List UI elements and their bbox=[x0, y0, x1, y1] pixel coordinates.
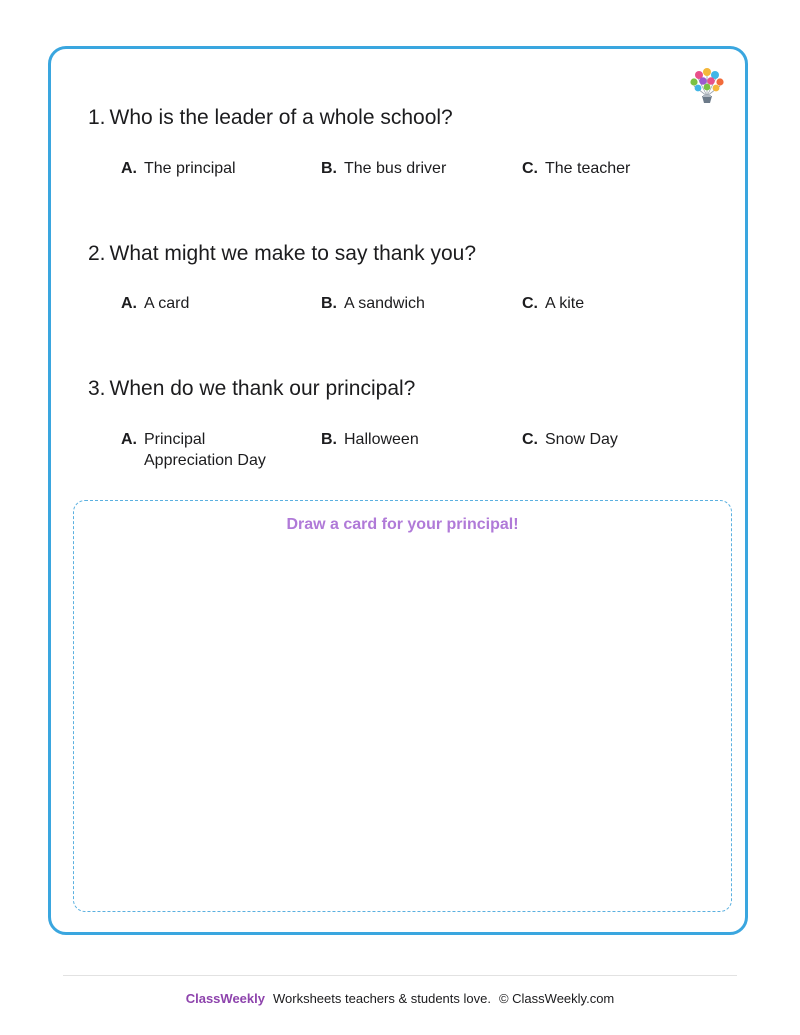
option-text: Halloween bbox=[344, 431, 419, 448]
option-text: Principal Appreciation Day bbox=[144, 431, 266, 469]
question-number: 3. bbox=[88, 377, 106, 400]
question-2 bbox=[88, 241, 476, 267]
footer-divider bbox=[63, 975, 737, 976]
question-3-option-b[interactable] bbox=[321, 429, 501, 450]
option-letter: B. bbox=[321, 160, 337, 177]
footer-brand: ClassWeekly bbox=[185, 991, 265, 1006]
option-letter: C. bbox=[522, 295, 538, 312]
drawing-area[interactable] bbox=[73, 500, 732, 912]
option-text: The principal bbox=[144, 160, 236, 177]
question-3 bbox=[88, 376, 415, 402]
option-text: A card bbox=[144, 295, 190, 312]
option-text: A kite bbox=[545, 295, 585, 312]
option-letter: B. bbox=[321, 431, 337, 448]
question-1-option-c[interactable] bbox=[522, 158, 702, 179]
option-letter: A. bbox=[121, 431, 137, 448]
question-number: 2. bbox=[88, 242, 106, 265]
option-letter: C. bbox=[522, 431, 538, 448]
footer-tagline: Worksheets teachers & students love. bbox=[272, 991, 491, 1006]
option-letter: C. bbox=[522, 160, 538, 177]
option-text: Snow Day bbox=[545, 431, 618, 448]
question-1-option-b[interactable] bbox=[321, 158, 501, 179]
question-2-option-a[interactable] bbox=[121, 293, 301, 314]
question-2-option-c[interactable] bbox=[522, 293, 702, 314]
drawing-prompt: Draw a card for your principal! bbox=[286, 516, 519, 533]
question-1-option-a[interactable] bbox=[121, 158, 301, 179]
question-text: When do we thank our principal? bbox=[109, 377, 416, 400]
question-number: 1. bbox=[88, 106, 106, 129]
option-letter: B. bbox=[321, 295, 337, 312]
question-2-option-b[interactable] bbox=[321, 293, 501, 314]
footer-copyright: © ClassWeekly.com bbox=[498, 991, 615, 1006]
option-text: A sandwich bbox=[344, 295, 425, 312]
option-text: The bus driver bbox=[344, 160, 447, 177]
option-letter: A. bbox=[121, 295, 137, 312]
option-letter: A. bbox=[121, 160, 137, 177]
option-text: The teacher bbox=[545, 160, 631, 177]
balloon-bouquet-icon bbox=[688, 66, 726, 106]
question-1 bbox=[88, 105, 453, 131]
question-text: What might we make to say thank you? bbox=[109, 242, 477, 265]
question-3-option-c[interactable] bbox=[522, 429, 702, 450]
question-3-option-a[interactable] bbox=[121, 429, 301, 471]
question-text: Who is the leader of a whole school? bbox=[109, 106, 453, 129]
footer bbox=[0, 991, 800, 1006]
